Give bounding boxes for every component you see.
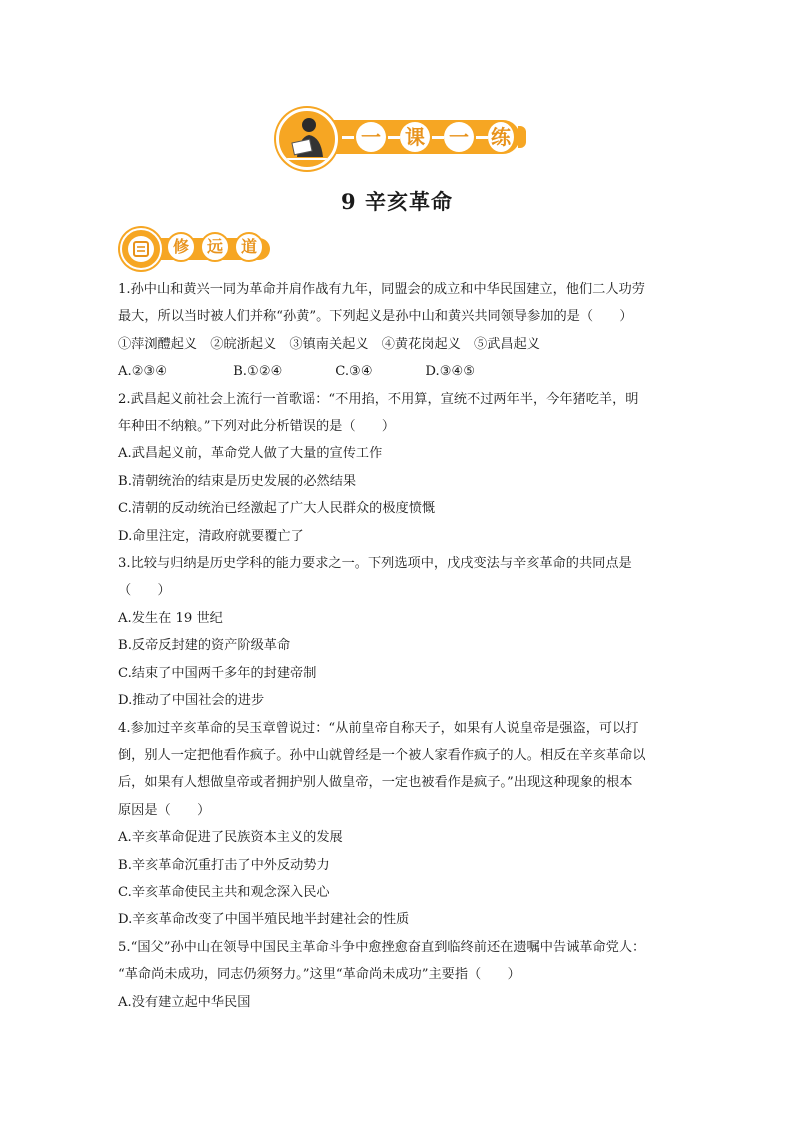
text-line: C.辛亥革命使民主共和观念深入民心 [118, 884, 330, 900]
section-char-1: 修 [166, 232, 196, 262]
banner-char-1: 一 [356, 122, 386, 152]
text-line: 5.“国父”孙中山在领导中国民主革命斗争中愈挫愈奋直到临终前还在遗嘱中告诫革命党人： [118, 939, 646, 955]
text-line: ①萍浏醴起义 ②皖浙起义 ③镇南关起义 ④黄花岗起义 ⑤武昌起义 [118, 336, 540, 352]
text-line: 4.参加过辛亥革命的吴玉章曾说过：“从前皇帝自称天子，如果有人说皇帝是强盗，可以打 [118, 720, 639, 736]
text-line: C.清朝的反动统治已经激起了广大人民群众的极度愤慨 [118, 501, 436, 517]
text-line: 2.武昌起义前社会上流行一首歌谣：“不用掐，不用算，宣统不过两年半，今年猪吃羊，明 [118, 391, 639, 407]
text-line: D.命里注定，清政府就要覆亡了 [118, 528, 304, 544]
text-line: A.辛亥革命促进了民族资本主义的发展 [118, 830, 343, 846]
text-line: D.辛亥革命改变了中国半殖民地半封建社会的性质 [118, 912, 410, 928]
banner-yi-ke-yi-lian [276, 108, 524, 164]
text-line: B.辛亥革命沉重打击了中外反动势力 [118, 857, 330, 873]
banner-char-3: 一 [444, 122, 474, 152]
text-line: 倒，别人一定把他看作疯子。孙中山就曾经是一个被人家看作疯子的人。相反在辛亥革命以 [118, 747, 646, 763]
banner-dash [342, 136, 354, 139]
text-line: D.推动了中国社会的进步 [118, 693, 265, 709]
answer-options: A.②③④ B.①②④ C.③④ D.③④⑤ [118, 364, 476, 380]
text-line: A.发生在 19 世纪 [118, 610, 223, 626]
banner-dash [476, 136, 488, 139]
section-char-3: 道 [234, 232, 264, 262]
text-line: B.反帝反封建的资产阶级革命 [118, 638, 291, 654]
section-header-xiu-yuan-dao [120, 226, 276, 266]
text-line: 1.孙中山和黄兴一同为革命并肩作战有九年，同盟会的成立和中华民国建立，他们二人功劳 [118, 282, 645, 297]
text-line: 最大，所以当时被人们并称“孙黄”。下列起义是孙中山和黄兴共同领导参加的是（ ） [118, 309, 633, 325]
banner-char-4: 练 [488, 122, 514, 152]
page-title: 9 辛亥革命 [341, 189, 453, 214]
text-line: A.没有建立起中华民国 [118, 994, 251, 1010]
text-line: 3.比较与归纳是历史学科的能力要求之一。下列选项中，戊戌变法与辛亥革命的共同点是 [118, 556, 632, 572]
section-char-2: 远 [200, 232, 230, 262]
text-line: 年种田不纳粮。”下列对此分析错误的是（ ） [118, 419, 396, 435]
banner-char-2: 课 [400, 122, 430, 152]
text-line: “革命尚未成功，同志仍须努力。”这里“革命尚未成功”主要指（ ） [118, 967, 521, 983]
banner-dash [432, 136, 444, 139]
question-list [118, 276, 680, 1016]
text-line: 原因是（ ） [118, 802, 211, 818]
text-line: 后，如果有人想做皇帝或者拥护别人做皇帝，一定也被看作是疯子。”出现这种现象的根本 [118, 775, 633, 791]
text-line: C.结束了中国两千多年的封建帝制 [118, 665, 317, 681]
reader-illustration-icon [276, 108, 338, 170]
banner-dash [388, 136, 400, 139]
text-line: A.武昌起义前，革命党人做了大量的宣传工作 [118, 446, 383, 462]
scroll-icon [120, 228, 162, 270]
text-line: B.清朝统治的结束是历史发展的必然结果 [118, 473, 357, 489]
text-line: （ ） [118, 583, 171, 599]
